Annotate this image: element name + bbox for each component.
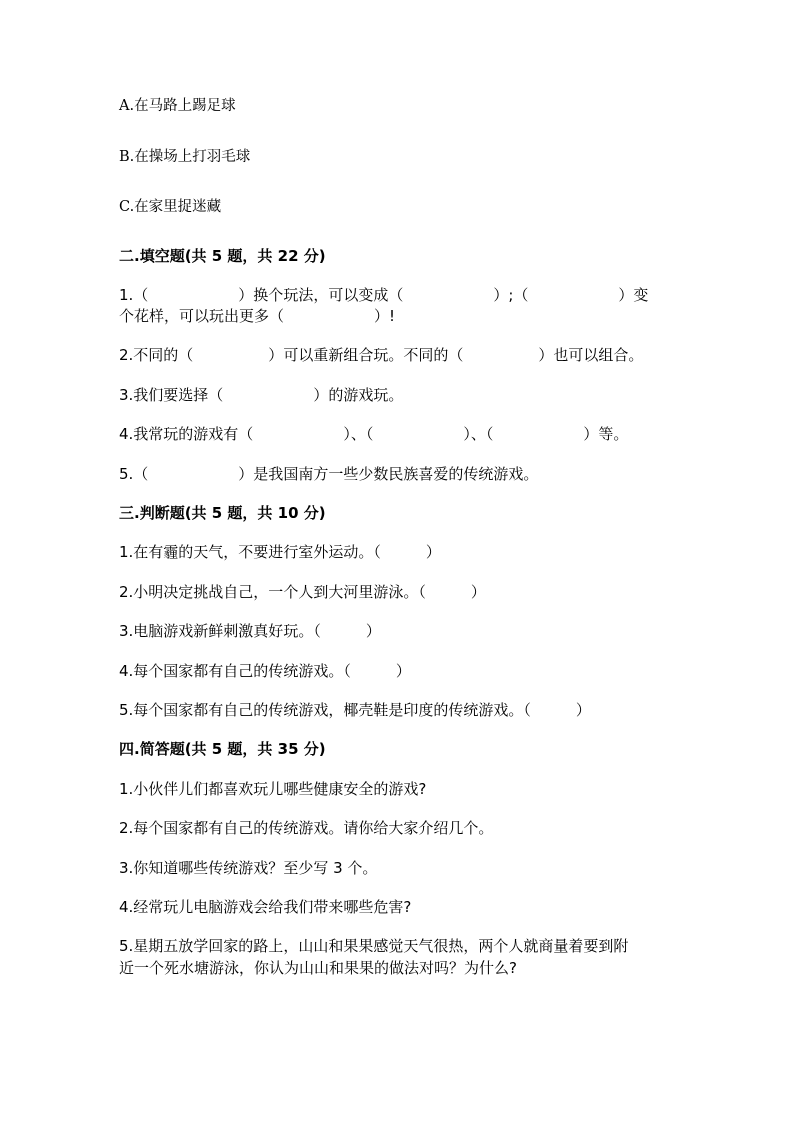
option-b: B.在操场上打羽毛球	[119, 149, 251, 165]
true-false-q5: 5.每个国家都有自己的传统游戏，椰壳鞋是印度的传统游戏。（ ）	[119, 701, 591, 719]
short-answer-q2: 2.每个国家都有自己的传统游戏。请你给大家介绍几个。	[119, 819, 494, 837]
true-false-q2: 2.小明决定挑战自己，一个人到大河里游泳。（ ）	[119, 583, 486, 601]
section-heading-fill-blank: 二.填空题(共 5 题，共 22 分)	[119, 247, 326, 265]
fill-blank-q5: 5.（ ）是我国南方一些少数民族喜爱的传统游戏。	[119, 465, 539, 483]
option-a: A.在马路上踢足球	[119, 98, 236, 114]
fill-blank-q3: 3.我们要选择（ ）的游戏玩。	[119, 386, 404, 404]
fill-blank-q4: 4.我常玩的游戏有（ ）、（ ）、（ ）等。	[119, 425, 629, 443]
fill-blank-q1-line2: 个花样，可以玩出更多（ ）!	[119, 307, 396, 325]
short-answer-q3: 3.你知道哪些传统游戏？至少写 3 个。	[119, 859, 378, 877]
section-heading-true-false: 三.判断题(共 5 题，共 10 分)	[119, 504, 326, 522]
short-answer-q4: 4.经常玩儿电脑游戏会给我们带来哪些危害?	[119, 898, 412, 916]
short-answer-q5-line2: 近一个死水塘游泳，你认为山山和果果的做法对吗？为什么?	[119, 959, 517, 977]
true-false-q1: 1.在有霾的天气，不要进行室外运动。（ ）	[119, 543, 441, 561]
fill-blank-q1-line1: 1.（ ）换个玩法，可以变成（ ）;（ ）变	[119, 286, 649, 304]
fill-blank-q2: 2.不同的（ ）可以重新组合玩。不同的（ ）也可以组合。	[119, 346, 644, 364]
short-answer-q5-line1: 5.星期五放学回家的路上，山山和果果感觉天气很热，两个人就商量着要到附	[119, 937, 629, 955]
section-heading-short-answer: 四.简答题(共 5 题，共 35 分)	[119, 740, 326, 758]
true-false-q3: 3.电脑游戏新鲜刺激真好玩。（ ）	[119, 622, 381, 640]
option-c: C.在家里捉迷藏	[119, 199, 222, 215]
short-answer-q1: 1.小伙伴儿们都喜欢玩儿哪些健康安全的游戏?	[119, 780, 427, 798]
true-false-q4: 4.每个国家都有自己的传统游戏。（ ）	[119, 662, 411, 680]
